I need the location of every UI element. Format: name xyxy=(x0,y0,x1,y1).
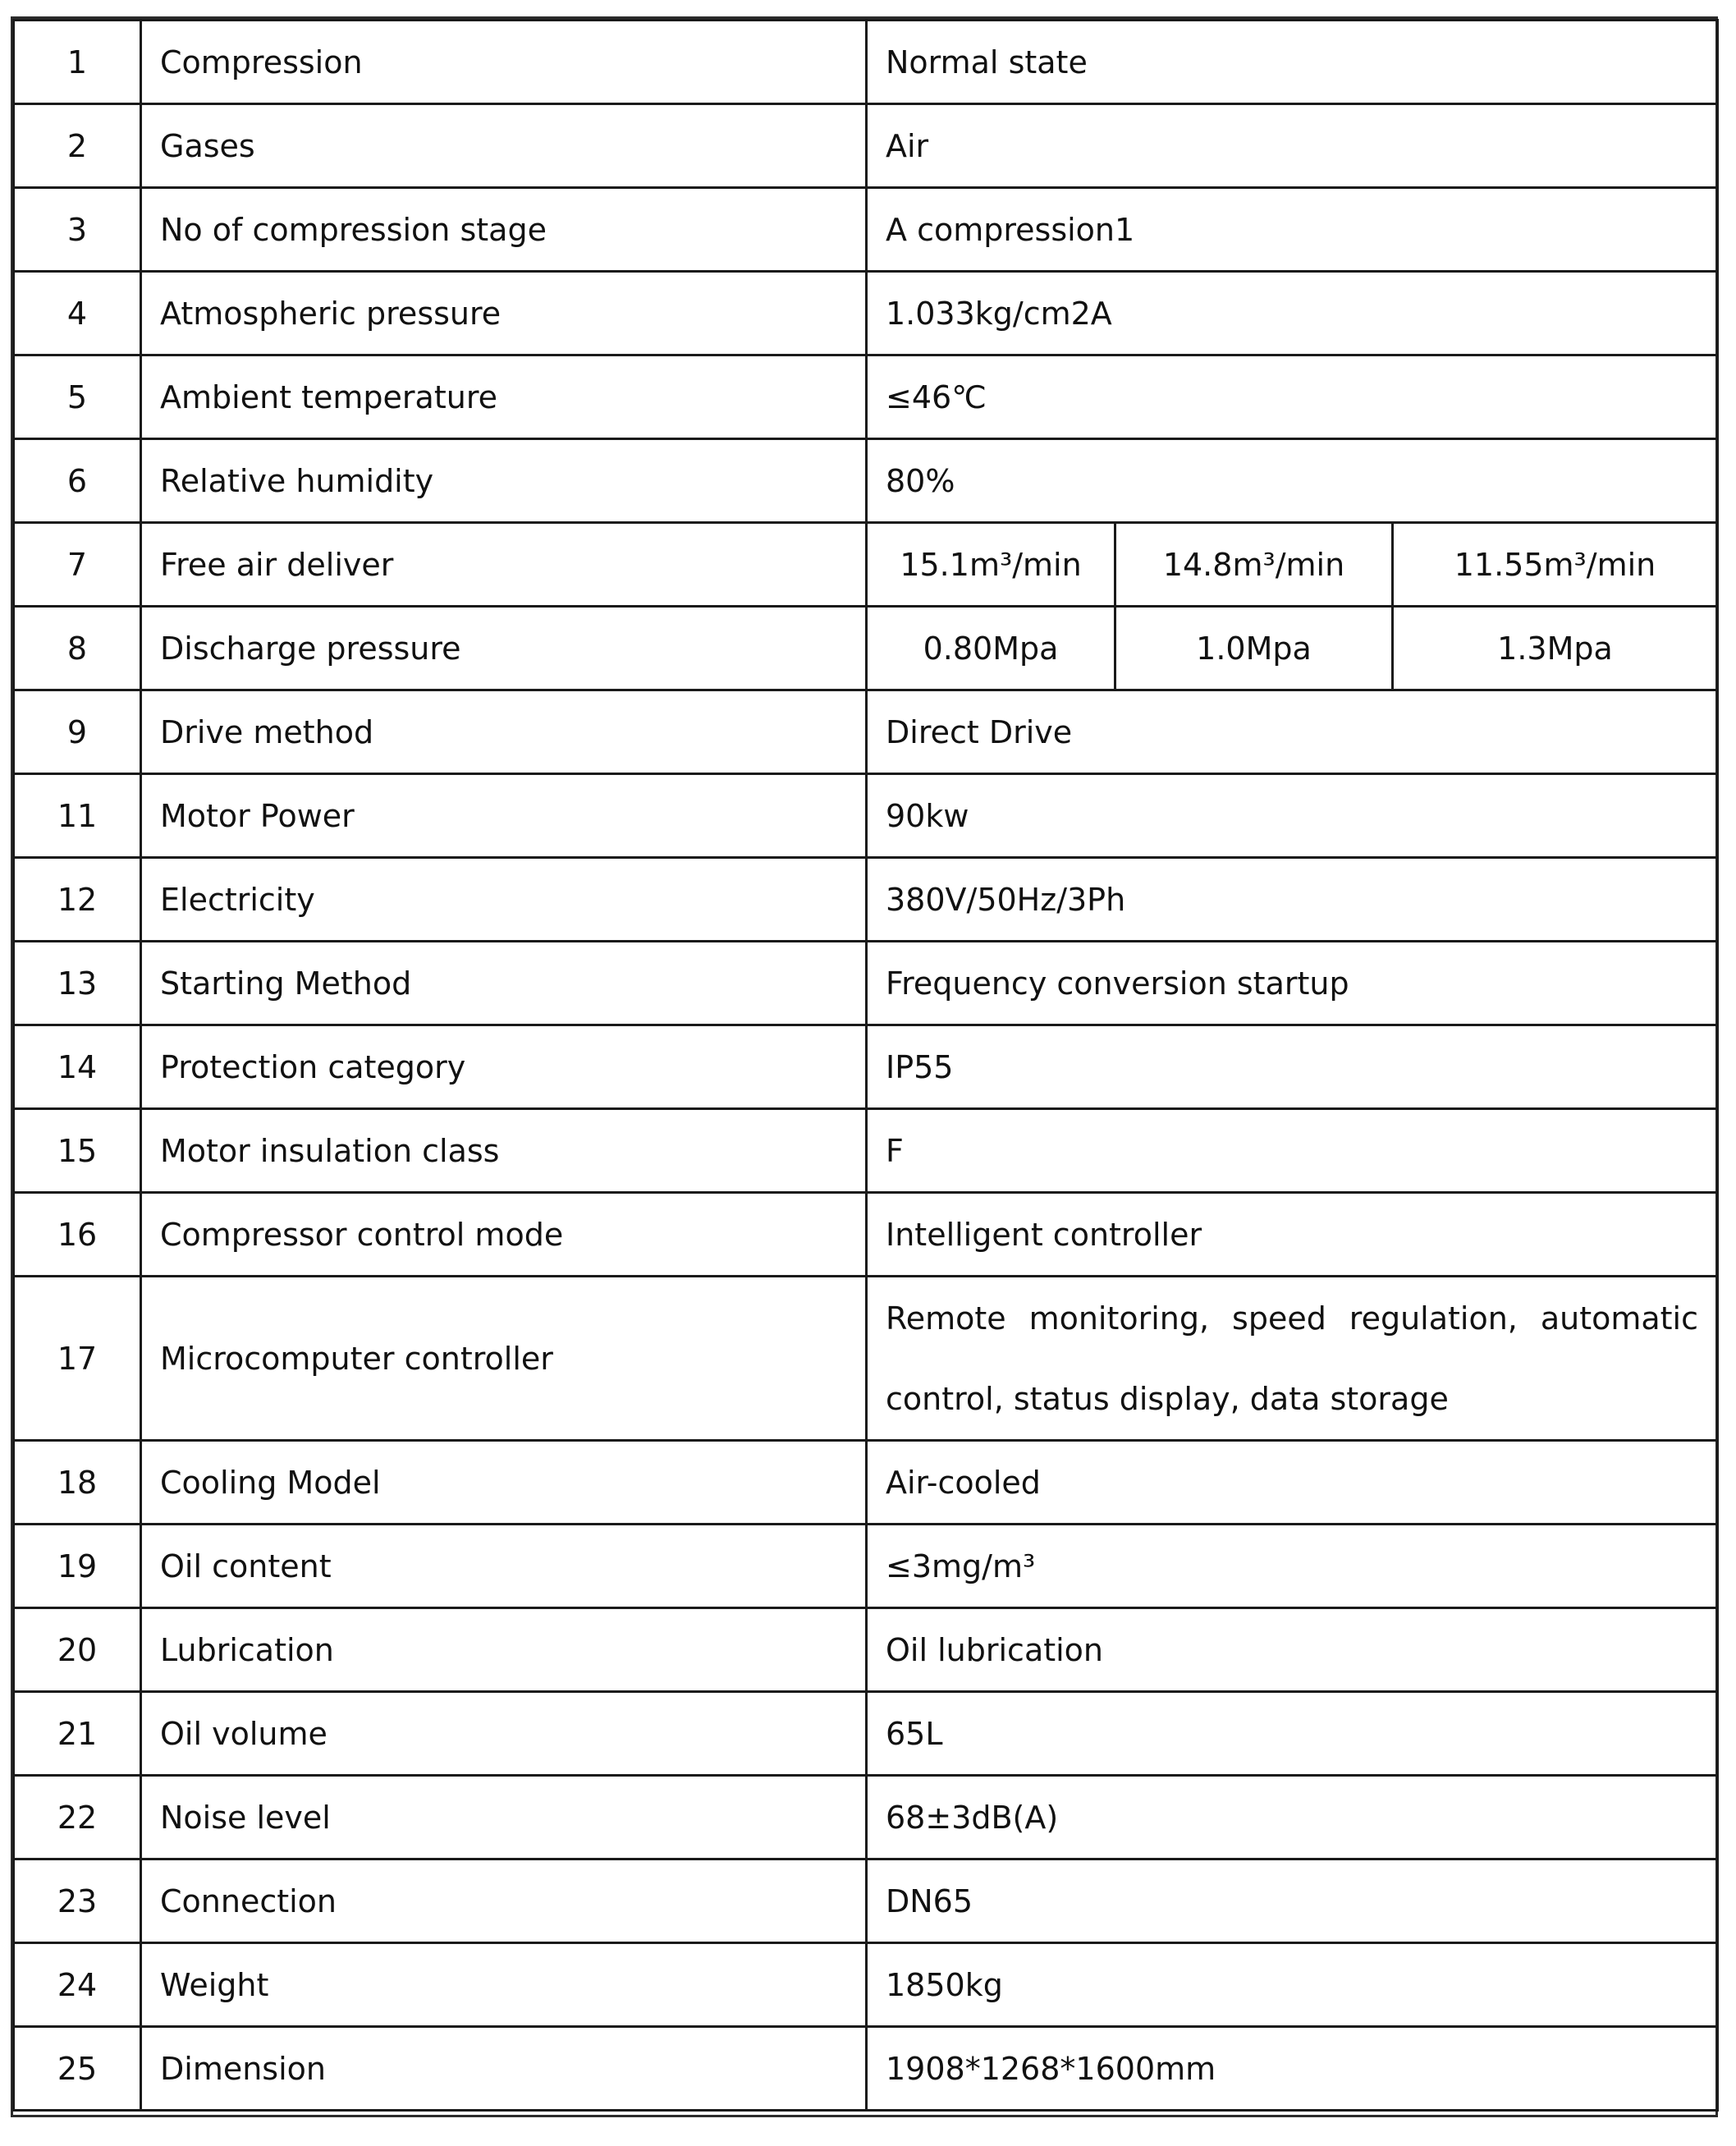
parameter-name: Starting Method xyxy=(141,942,867,1025)
row-number: 16 xyxy=(14,1193,141,1277)
parameter-value: 80% xyxy=(867,439,1718,523)
table-row xyxy=(14,1441,1718,1525)
table-row xyxy=(14,2027,1718,2111)
parameter-name: Motor insulation class xyxy=(141,1109,867,1193)
parameter-name: Oil content xyxy=(141,1525,867,1608)
parameter-value: F xyxy=(867,1109,1718,1193)
parameter-value: Frequency conversion startup xyxy=(867,942,1718,1025)
table-row xyxy=(14,858,1718,942)
table-row xyxy=(14,1776,1718,1859)
parameter-value: IP55 xyxy=(867,1025,1718,1109)
table-row xyxy=(14,272,1718,355)
row-number: 4 xyxy=(14,272,141,355)
row-number: 1 xyxy=(14,21,141,104)
row-number: 21 xyxy=(14,1692,141,1776)
parameter-value: 90kw xyxy=(867,774,1718,858)
parameter-value: DN65 xyxy=(867,1859,1718,1943)
table-row xyxy=(14,523,1718,607)
parameter-name: Lubrication xyxy=(141,1608,867,1692)
table-row xyxy=(14,1859,1718,1943)
parameter-value-option-1: 0.80Mpa xyxy=(867,607,1115,690)
row-number: 14 xyxy=(14,1025,141,1109)
parameter-value: Air xyxy=(867,104,1718,188)
table-row xyxy=(14,1608,1718,1692)
row-number: 24 xyxy=(14,1943,141,2027)
parameter-name: Weight xyxy=(141,1943,867,2027)
row-number: 8 xyxy=(14,607,141,690)
parameter-name: No of compression stage xyxy=(141,188,867,272)
table-row xyxy=(14,690,1718,774)
parameter-value: 1.033kg/cm2A xyxy=(867,272,1718,355)
parameter-value: Air-cooled xyxy=(867,1441,1718,1525)
parameter-value-line-1: Remote monitoring, speed regulation, automatic xyxy=(886,1300,1698,1337)
parameter-name: Microcomputer controller xyxy=(141,1277,867,1441)
parameter-name: Connection xyxy=(141,1859,867,1943)
parameter-name: Noise level xyxy=(141,1776,867,1859)
table-row xyxy=(14,1692,1718,1776)
parameter-value: Oil lubrication xyxy=(867,1608,1718,1692)
parameter-name: Motor Power xyxy=(141,774,867,858)
parameter-value: 65L xyxy=(867,1692,1718,1776)
row-number: 22 xyxy=(14,1776,141,1859)
table-row xyxy=(14,355,1718,439)
table-row xyxy=(14,1025,1718,1109)
row-number: 11 xyxy=(14,774,141,858)
spec-table xyxy=(12,19,1719,2112)
table-row xyxy=(14,439,1718,523)
parameter-name: Dimension xyxy=(141,2027,867,2111)
parameter-name: Discharge pressure xyxy=(141,607,867,690)
parameter-value: Direct Drive xyxy=(867,690,1718,774)
parameter-value: ≤46℃ xyxy=(867,355,1718,439)
parameter-value-option-3: 11.55m³/min xyxy=(1393,523,1718,607)
row-number: 12 xyxy=(14,858,141,942)
row-number: 5 xyxy=(14,355,141,439)
parameter-value: 1850kg xyxy=(867,1943,1718,2027)
table-row xyxy=(14,21,1718,104)
parameter-name: Compression xyxy=(141,21,867,104)
parameter-name: Compressor control mode xyxy=(141,1193,867,1277)
parameter-name: Cooling Model xyxy=(141,1441,867,1525)
table-row xyxy=(14,104,1718,188)
parameter-value xyxy=(867,1277,1718,1441)
parameter-value: Intelligent controller xyxy=(867,1193,1718,1277)
table-row xyxy=(14,1109,1718,1193)
parameter-name: Electricity xyxy=(141,858,867,942)
parameter-value-option-3: 1.3Mpa xyxy=(1393,607,1718,690)
row-number: 3 xyxy=(14,188,141,272)
row-number: 7 xyxy=(14,523,141,607)
parameter-name: Protection category xyxy=(141,1025,867,1109)
table-row xyxy=(14,942,1718,1025)
table-row xyxy=(14,774,1718,858)
row-number: 15 xyxy=(14,1109,141,1193)
table-row xyxy=(14,1525,1718,1608)
parameter-value-option-2: 14.8m³/min xyxy=(1115,523,1393,607)
parameter-name: Atmospheric pressure xyxy=(141,272,867,355)
parameter-value: Normal state xyxy=(867,21,1718,104)
parameter-value: ≤3mg/m³ xyxy=(867,1525,1718,1608)
row-number: 6 xyxy=(14,439,141,523)
row-number: 19 xyxy=(14,1525,141,1608)
row-number: 20 xyxy=(14,1608,141,1692)
row-number: 18 xyxy=(14,1441,141,1525)
row-number: 9 xyxy=(14,690,141,774)
parameter-value: 68±3dB(A) xyxy=(867,1776,1718,1859)
table-row xyxy=(14,1277,1718,1441)
table-row xyxy=(14,1943,1718,2027)
parameter-name: Drive method xyxy=(141,690,867,774)
parameter-value: A compression1 xyxy=(867,188,1718,272)
parameter-name: Ambient temperature xyxy=(141,355,867,439)
table-row xyxy=(14,1193,1718,1277)
table-row xyxy=(14,607,1718,690)
row-number: 23 xyxy=(14,1859,141,1943)
parameter-value: 380V/50Hz/3Ph xyxy=(867,858,1718,942)
parameter-value-line-2: control, status display, data storage xyxy=(886,1380,1449,1417)
parameter-name: Oil volume xyxy=(141,1692,867,1776)
parameter-name: Relative humidity xyxy=(141,439,867,523)
parameter-name: Free air deliver xyxy=(141,523,867,607)
row-number: 13 xyxy=(14,942,141,1025)
parameter-value-option-1: 15.1m³/min xyxy=(867,523,1115,607)
parameter-value-option-2: 1.0Mpa xyxy=(1115,607,1393,690)
row-number: 2 xyxy=(14,104,141,188)
row-number: 17 xyxy=(14,1277,141,1441)
row-number: 25 xyxy=(14,2027,141,2111)
table-row xyxy=(14,188,1718,272)
parameter-name: Gases xyxy=(141,104,867,188)
parameter-value: 1908*1268*1600mm xyxy=(867,2027,1718,2111)
